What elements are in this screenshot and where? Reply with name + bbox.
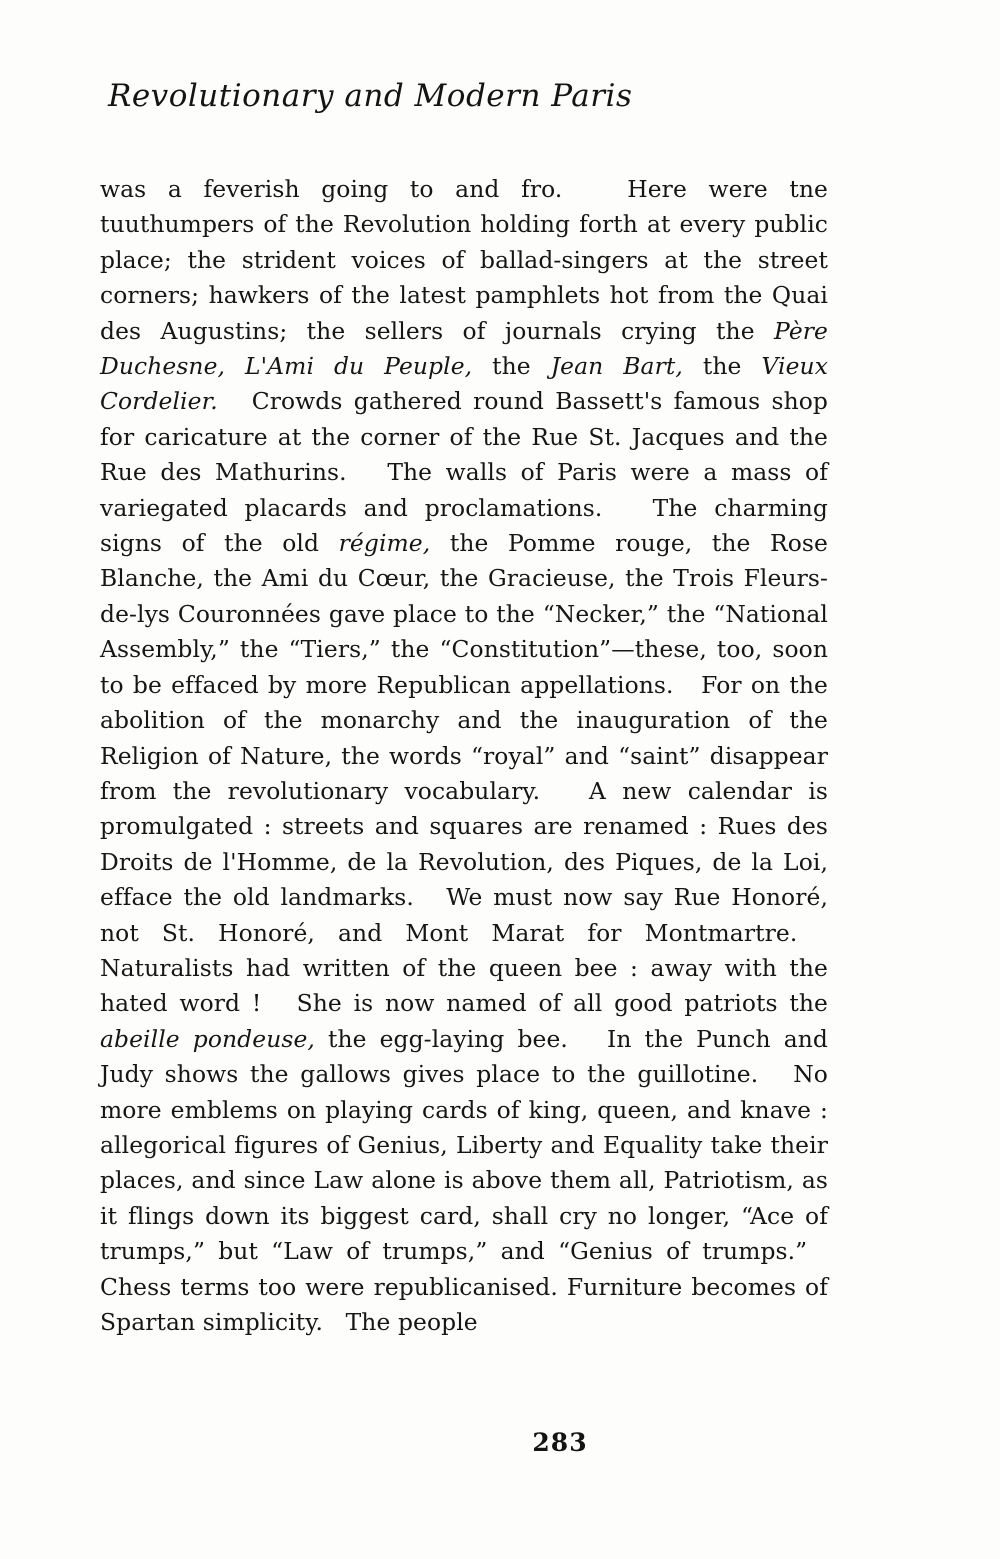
- page-number-value: 283: [532, 1428, 588, 1457]
- page-running-head: Revolutionary and Modern Paris: [108, 78, 633, 114]
- page-number: [0, 1428, 1000, 1457]
- page-body: [100, 172, 828, 1340]
- body-paragraph: was a feverish going to and fro. Here were tne tuuthumpers of the Revolution holding forth at every public place; the strident voices of ballad-singers at the street corners; hawkers of the latest pamphlets hot from the Quai des Augustins; the sellers of journals crying the Père Duchesne, L'Ami du Peuple, the Jean Bart, the Vieux Cordelier. Crowds gathered round Bassett's famous shop for caricature at the corner of the Rue St. Jacques and the Rue des Mathurins. The walls of Paris were a mass of variegated placards and proclamations. The charming signs of the old régime, the Pomme rouge, the Rose Blanche, the Ami du Cœur, the Gracieuse, the Trois Fleurs-de-lys Couronnées gave place to the “Necker,” the “National Assembly,” the “Tiers,” the “Constitution”—these, too, soon to be effaced by more Republican appellations. For on the abolition of the monarchy and the inauguration of the Religion of Nature, the words “royal” and “saint” disappear from the revolutionary vocabulary. A new calendar is promulgated : streets and squares are renamed : Rues des Droits de l'Homme, de la Revolution, des Piques, de la Loi, efface the old landmarks. We must now say Rue Honoré, not St. Honoré, and Mont Marat for Montmartre. Naturalists had written of the queen bee : away with the hated word ! She is now named of all good patriots the abeille pondeuse, the egg-laying bee. In the Punch and Judy shows the gallows gives place to the guillotine. No more emblems on playing cards of king, queen, and knave : allegorical figures of Genius, Liberty and Equality take their places, and since Law alone is above them all, Patriotism, as it flings down its biggest card, shall cry no longer, “Ace of trumps,” but “Law of trumps,” and “Genius of trumps.” Chess terms too were republicanised. Furniture becomes of Spartan simplicity. The people: [100, 175, 828, 1336]
